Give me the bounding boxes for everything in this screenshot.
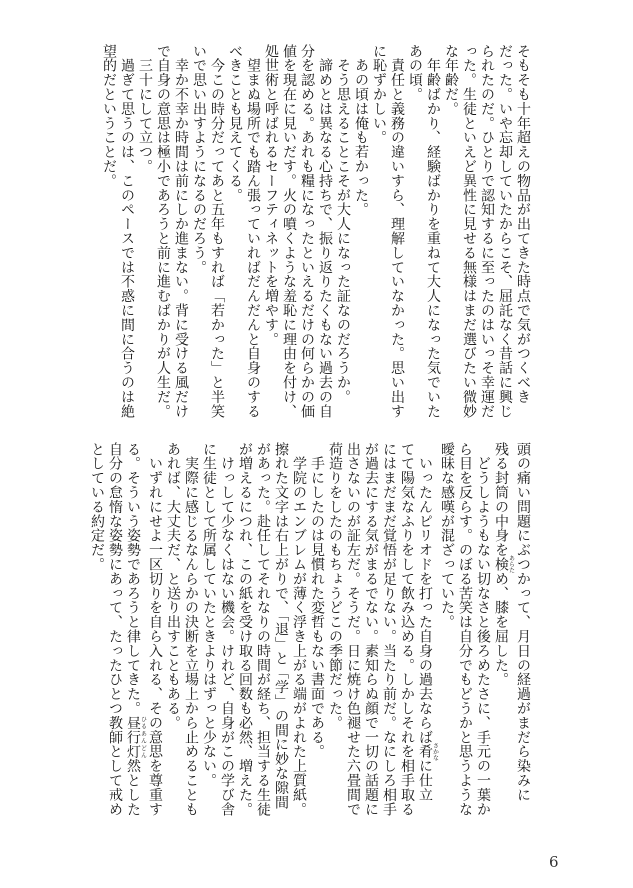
text-column bbox=[254, 442, 272, 832]
text-run: な年齢だ。 bbox=[443, 44, 459, 116]
text-run: けっして少なくはない機会。けれど、自身がこの学び舎 bbox=[219, 442, 235, 817]
text-run: あれば、大丈夫だ、と送り出すこともある。 bbox=[165, 442, 181, 730]
text-column bbox=[316, 44, 334, 424]
text-run: てて陽気なふりをして飲み込める。しかしそれを相手取る bbox=[399, 442, 415, 817]
text-run: いで思い出すようになるのだろう。 bbox=[191, 44, 207, 275]
upper-text-block bbox=[100, 44, 532, 424]
text-column bbox=[416, 442, 438, 832]
text-run: 望的だということだ。 bbox=[101, 44, 117, 188]
text-run: が増えるにつれ、この紙を受け取る回数も必然、増えた。 bbox=[237, 442, 253, 817]
text-column bbox=[380, 442, 398, 832]
text-run: 今この時分だってあと五年もすれば「若かった」と半笑 bbox=[209, 44, 225, 419]
ruby-base: 昼行灯 bbox=[125, 715, 141, 759]
text-run: そもそも十年超えの物品が出てきた時点で気がつくべき bbox=[515, 44, 531, 404]
ruby-base: 肴 bbox=[417, 742, 433, 761]
text-run: に仕立 bbox=[417, 758, 433, 803]
text-column bbox=[272, 442, 290, 832]
text-run: 諦めとは異なる心持ちで、振り返りたくもない過去の自 bbox=[317, 44, 333, 419]
text-run: 出さないのが証左だ。そうだ。日に焼け色褪せた六畳間で bbox=[345, 442, 361, 817]
text-run: だった。いや忘却していたからこそ、屈託なく昔話に興じ bbox=[497, 44, 513, 419]
ruby-base: 検 bbox=[493, 555, 509, 574]
text-run: があった。赴任してそれなりの時間が経ち、担当する生徒 bbox=[255, 442, 271, 817]
text-column bbox=[262, 44, 280, 424]
text-column bbox=[208, 44, 226, 424]
text-column bbox=[442, 44, 460, 424]
text-column bbox=[308, 442, 326, 832]
ruby-reading: あらた bbox=[507, 555, 515, 574]
text-column bbox=[280, 44, 298, 424]
text-run: 分を認める。あれも糧になったといえるだけの何らかの価 bbox=[299, 44, 315, 419]
text-run: 学院のエンブレムが薄く浮き上がる端がよれた上質紙。 bbox=[291, 442, 307, 817]
text-run: あの頃。 bbox=[407, 44, 423, 102]
text-column bbox=[298, 44, 316, 424]
text-column bbox=[424, 44, 442, 424]
text-run: 自分の怠惰な姿勢にあって、たったひとつ教師として戒め bbox=[107, 442, 123, 817]
text-run: った。生徒といえど異性に見せる無様はまだ選びたい微妙 bbox=[461, 44, 477, 419]
text-column bbox=[438, 442, 456, 832]
text-column bbox=[172, 44, 190, 424]
text-run: 処世術と呼ばれるセーフティネットを増やす。 bbox=[263, 44, 279, 347]
text-column bbox=[236, 442, 254, 832]
text-column bbox=[190, 44, 208, 424]
text-run: 幸か不幸か時間は前にしか進まない。背に受ける風だけ bbox=[173, 44, 189, 419]
text-column bbox=[456, 442, 474, 832]
text-column bbox=[136, 44, 154, 424]
text-column bbox=[182, 442, 200, 832]
text-column bbox=[362, 442, 380, 832]
text-run: 荷造りをしたのもちょうどこの季節だった。 bbox=[327, 442, 343, 730]
text-column bbox=[352, 44, 370, 424]
text-column bbox=[106, 442, 124, 832]
text-column bbox=[496, 44, 514, 424]
lower-text-block bbox=[89, 442, 532, 832]
text-run: 過ぎて思うのは、このペースでは不惑に間に合うのは絶 bbox=[119, 44, 135, 419]
ruby-word bbox=[125, 715, 147, 759]
text-run: 頭の痛い問題にぶつかって、月日の経過がまだら染みに bbox=[515, 442, 531, 802]
text-run: 望まぬ場所でも踏ん張っていればだんだんと自身のする bbox=[245, 44, 261, 419]
text-column bbox=[406, 44, 424, 424]
text-run: 擦れた文字は右上がりで、「退」と「学」の間に妙な隙間 bbox=[273, 442, 289, 810]
text-column bbox=[478, 44, 496, 424]
text-run: る。そういう姿勢であろうと律してきた。 bbox=[125, 442, 141, 716]
text-run: 実際に感じるなんらかの決断を立場上から止めることも bbox=[183, 442, 199, 817]
text-run: 三十にして立つ。 bbox=[137, 44, 153, 174]
text-column bbox=[154, 44, 172, 424]
text-run: あの頃は俺も若かった。 bbox=[353, 44, 369, 217]
text-run: め、膝を屈した。 bbox=[493, 571, 509, 687]
text-column bbox=[334, 44, 352, 424]
ruby-word bbox=[417, 742, 439, 761]
text-column bbox=[514, 44, 532, 424]
text-column bbox=[474, 442, 492, 832]
text-column bbox=[460, 44, 478, 424]
text-column bbox=[492, 442, 514, 832]
text-run: 残る封筒の中身を bbox=[493, 442, 509, 558]
text-run: に生徒として所属していたときよりはずっと少ない。 bbox=[201, 442, 217, 788]
text-run: としている約定だ。 bbox=[89, 442, 105, 572]
text-column bbox=[218, 442, 236, 832]
text-run: 手にしたのは見慣れた変哲もない書面である。 bbox=[309, 442, 325, 759]
text-run: が過去にする気がまるでない。素知らぬ顔で一切の話題に bbox=[363, 442, 379, 817]
text-column bbox=[118, 44, 136, 424]
text-run: いずれにせよ一区切りを自ら入れる、その意思を尊重す bbox=[147, 442, 163, 817]
text-column bbox=[388, 44, 406, 424]
text-column bbox=[326, 442, 344, 832]
text-column bbox=[344, 442, 362, 832]
text-column bbox=[514, 442, 532, 832]
text-run: 然とした bbox=[125, 758, 141, 817]
text-column bbox=[124, 442, 146, 832]
text-run: ら目を反らす。のぼる苦笑は自分でもどうかと思うような bbox=[457, 442, 473, 817]
text-column bbox=[200, 442, 218, 832]
ruby-reading: さかな bbox=[431, 742, 439, 761]
page-number: 6 bbox=[549, 853, 559, 871]
text-run: 年齢ばかり、経験ばかりを重ねて大人になった気でいた bbox=[425, 44, 441, 419]
text-run: そう思えることこそが大人になった証なのだろうか。 bbox=[335, 44, 351, 404]
text-run: で自身の意思は極小であろうと前に進むばかりが人生だ。 bbox=[155, 44, 171, 419]
text-column bbox=[244, 44, 262, 424]
text-column bbox=[164, 442, 182, 832]
text-run: られたのだ。ひとりで認知するに至ったのはいっそ幸運だ bbox=[479, 44, 495, 419]
text-run: にはまだまだ覚悟が足りない。当たり前だ。なにしろ相手 bbox=[381, 442, 397, 817]
text-column bbox=[226, 44, 244, 424]
ruby-reading: ひるあんどん bbox=[139, 715, 147, 759]
text-column bbox=[370, 44, 388, 424]
text-column bbox=[146, 442, 164, 832]
text-run: 曖昧な感嘆が混ざっていた。 bbox=[439, 442, 455, 630]
text-column bbox=[100, 44, 118, 424]
text-run: 値を現在に見いだす。火の噴くような羞恥に理由を付け、 bbox=[281, 44, 297, 419]
text-column bbox=[290, 442, 308, 832]
text-run: どうしようもない切なさと後ろめたさに、手元の一葉か bbox=[475, 442, 491, 817]
text-column bbox=[88, 442, 106, 832]
text-run: いったんピリオドを打った自身の過去ならば bbox=[417, 442, 433, 745]
text-run: べきことも見えてくる。 bbox=[227, 44, 243, 203]
text-run: に恥ずかしい。 bbox=[371, 44, 387, 145]
text-run: 責任と義務の違いすら、理解していなかった。思い出す bbox=[389, 44, 405, 419]
text-column bbox=[398, 442, 416, 832]
ruby-word bbox=[493, 555, 515, 574]
